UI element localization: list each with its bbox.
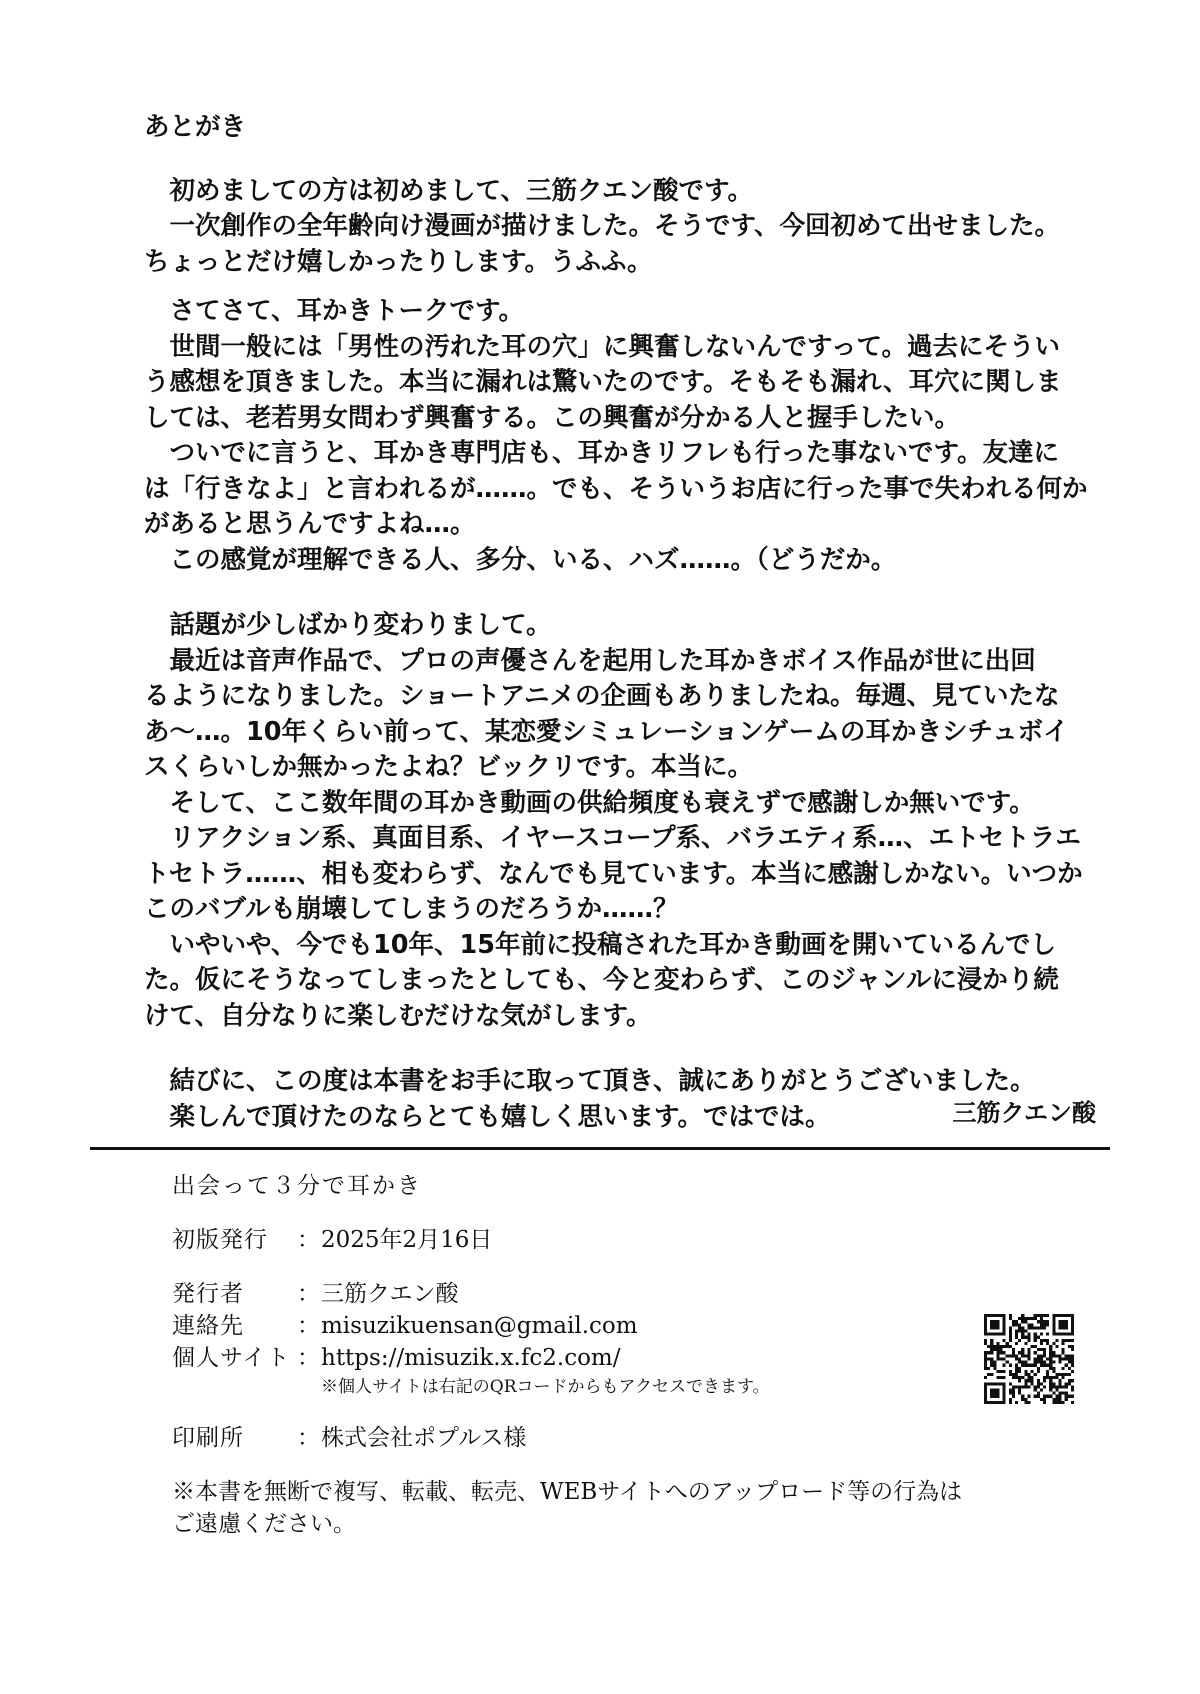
site-note: ※個人サイトは右記のQRコードからもアクセスできます。 [321, 1377, 770, 1397]
afterword-paragraph-2: さてさて、耳かきトークです。 世間一般には「男性の汚れた耳の穴」に興奮しないんですって。過去にそうい う感想を頂きました。本当に漏れは驚いたのです。そもそも漏れ、耳穴に関しま しては、老若男女問わず興奮する。この興奮が分かる人と握手したい。 ついでに言うと、耳かき専門店も、耳かきリフレも行った事ないです。友達に は「行きなよ」と言われるが……。でも、そういうお店に行った事で失われる何か があると思うんですよね…。 この感覚が理解できる人、多分、いる、ハズ……。（どうだか。 [144, 296, 1088, 575]
afterword-heading: あとがき [144, 112, 247, 142]
afterword-paragraph-3: 話題が少しばかり変わりまして。 最近は音声作品で、プロの声優さんを起用した耳かきボイス作品が世に出回 るようになりました。ショートアニメの企画もありましたね。毎週、見ていたな あ～…。10年くらい前って、某恋愛シミュレーションゲームの耳かきシチュボイ スくらいしか無かったよね？ビックリです。本当に。 そして、ここ数年間の耳かき動画の供給頻度も衰えずで感謝しか無いです。 リアクション系、真面目系、イヤースコープ系、バラエティ系…、エトセトラエ トセトラ……、相も変わらず、なんでも見ています。本当に感謝しかない。いつか このバブルも崩壊してしまうのだろうか……？ いやいや、今でも10年、15年前に投稿された耳かき動画を開いているんでし た。仮にそうなってしまったとしても、今と変わらず、このジャンルに浸かり続 けて、自分なりに楽しむだけな気がします。 [144, 610, 1083, 1031]
printer-value: 株式会社ポプルス様 [321, 1425, 527, 1451]
book-title: 出会って３分で耳かき [172, 1173, 422, 1199]
site-label: 個人サイト [172, 1345, 291, 1371]
separator: ： [297, 1425, 320, 1451]
contact-label: 連絡先 [172, 1313, 244, 1339]
site-url[interactable]: https://misuzik.x.fc2.com/ [321, 1345, 621, 1371]
first-edition-label: 初版発行 [172, 1227, 268, 1253]
printer-row [172, 1422, 1072, 1454]
author-signature: 三筋クエン酸 [952, 1099, 1096, 1127]
divider-line [90, 1147, 1110, 1150]
publisher-label: 発行者 [172, 1281, 244, 1307]
colophon [172, 1170, 1072, 1540]
first-edition-row [172, 1224, 1072, 1256]
afterword-paragraph-1: 初めましての方は初めまして、三筋クエン酸です。 一次創作の全年齢向け漫画が描けました。そうです、今回初めて出せました。 ちょっとだけ嬉しかったりします。うふふ。 [144, 175, 1060, 277]
separator: ： [297, 1345, 320, 1371]
afterword-paragraph-4: 結びに、この度は本書をお手に取って頂き、誠にありがとうございました。 楽しんで頂けたのならとても嬉しく思います。ではでは。 [169, 1066, 1036, 1132]
afterword-section [144, 110, 1104, 1135]
site-row [172, 1342, 1072, 1374]
separator: ： [297, 1281, 320, 1307]
printer-label: 印刷所 [172, 1425, 244, 1451]
contact-row [172, 1310, 1072, 1342]
contact-email[interactable]: misuzikuensan@gmail.com [321, 1313, 638, 1339]
copyright-disclaimer: ※本書を無断で複写、転載、転売、WEBサイトへのアップロード等の行為は ご遠慮ください。 [172, 1479, 963, 1537]
separator: ： [297, 1313, 320, 1339]
publisher-row [172, 1278, 1072, 1310]
qr-code-icon[interactable] [984, 1314, 1074, 1404]
separator: ： [297, 1227, 320, 1253]
first-edition-value: 2025年2月16日 [321, 1227, 493, 1253]
publisher-value: 三筋クエン酸 [321, 1281, 459, 1307]
